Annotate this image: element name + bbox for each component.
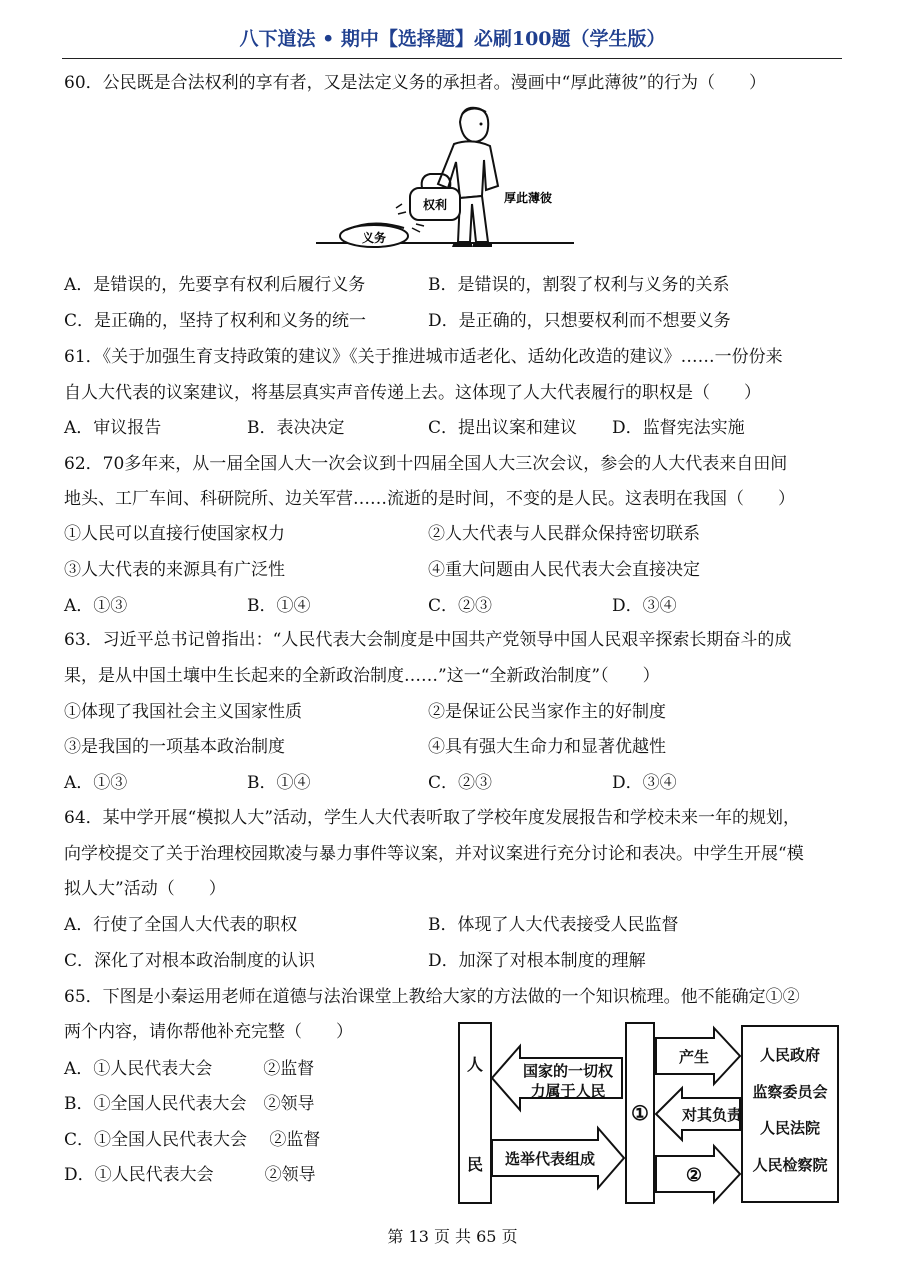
q63-option-a: A．①③: [64, 773, 128, 793]
q64-option-b: B．体现了人大代表接受人民监督: [428, 915, 679, 935]
q63-stem-line2: 果，是从中国土壤中生长起来的全新政治制度……”这一“全新政治制度”（ ）: [64, 666, 660, 686]
q60-option-b: B．是错误的，割裂了权利与义务的关系: [428, 275, 730, 295]
cartoon-caption: 厚此薄彼: [504, 191, 553, 205]
q61-option-a: A．审议报告: [64, 418, 162, 438]
q63-stem-line1: 63．习近平总书记曾指出：“人民代表大会制度是中国共产党领导中国人民艰辛探索长期奋斗的成: [64, 630, 792, 650]
q62-stem-line2: 地头、工厂车间、科研院所、边关军营……流逝的是时间，不变的是人民。这表明在我国（ ）: [64, 489, 795, 509]
q62-option-c: C．②③: [428, 596, 493, 616]
organ-court: 人民法院: [759, 1119, 821, 1137]
q62-statement-3: ③人大代表的来源具有广泛性: [64, 560, 285, 580]
arrow-power-text-1: 国家的一切权: [522, 1062, 614, 1080]
duty-bag-label: 义务: [361, 231, 387, 245]
q64-stem-line3: 拟人大”活动（ ）: [64, 879, 226, 899]
header-divider: [62, 58, 842, 59]
q65-option-c: C．①全国人民代表大会 ②监督: [64, 1130, 321, 1150]
q63-statement-3: ③是我国的一项基本政治制度: [64, 737, 285, 757]
q64-stem-line2: 向学校提交了关于治理校园欺凌与暴力事件等议案，并对议案进行充分讨论和表决。中学生开展“模: [64, 844, 804, 864]
q60-stem: 60．公民既是合法权利的享有者，又是法定义务的承担者。漫画中“厚此薄彼”的行为（ ）: [64, 73, 767, 93]
rights-bag-label: 权利: [422, 198, 448, 212]
q61-stem-line2: 自人大代表的议案建议，将基层真实声音传递上去。这体现了人大代表履行的职权是（ ）: [64, 383, 761, 403]
q63-statement-2: ②是保证公民当家作主的好制度: [428, 702, 666, 722]
q60-cartoon: [312, 100, 612, 260]
page-number-footer: 第 13 页 共 65 页: [387, 1227, 518, 1246]
q65-stem-line1: 65．下图是小秦运用老师在道德与法治课堂上教给大家的方法做的一个知识梳理。他不能确定①②: [64, 987, 800, 1007]
q60-option-d: D．是正确的，只想要权利而不想要义务: [428, 311, 731, 331]
q62-option-b: B．①④: [247, 596, 311, 616]
arrow-responsible-text: 对其负责: [681, 1106, 743, 1124]
q65-stem-line2: 两个内容，请你帮他补充完整（ ）: [64, 1022, 353, 1042]
q64-option-a: A．行使了全国人大代表的职权: [64, 915, 298, 935]
q63-statement-1: ①体现了我国社会主义国家性质: [64, 702, 302, 722]
q61-stem-line1: 61．《关于加强生育支持政策的建议》《关于推进城市适老化、适幼化改造的建议》……一份份来: [64, 347, 783, 367]
organ-supervisory: 监察委员会: [752, 1083, 828, 1101]
q63-option-b: B．①④: [247, 773, 311, 793]
q64-option-c: C．深化了对根本政治制度的认识: [64, 951, 316, 971]
organ-procuratorate: 人民检察院: [752, 1156, 828, 1174]
arrow-power-text-2: 力属于人民: [530, 1082, 606, 1100]
q60-option-a: A．是错误的，先要享有权利后履行义务: [64, 275, 366, 295]
q63-statement-4: ④具有强大生命力和显著优越性: [428, 737, 666, 757]
q65-option-b: B．①全国人民代表大会 ②领导: [64, 1094, 315, 1114]
q61-option-d: D．监督宪法实施: [612, 418, 745, 438]
q62-statement-4: ④重大问题由人民代表大会直接决定: [428, 560, 700, 580]
q61-option-b: B．表决决定: [247, 418, 345, 438]
q60-option-c: C．是正确的，坚持了权利和义务的统一: [64, 311, 367, 331]
q62-statement-1: ①人民可以直接行使国家权力: [64, 524, 285, 544]
organ-government: 人民政府: [759, 1046, 821, 1064]
q61-option-c: C．提出议案和建议: [428, 418, 578, 438]
arrow-elect-text: 选举代表组成: [504, 1150, 596, 1168]
q64-option-d: D．加深了对根本制度的理解: [428, 951, 646, 971]
q63-option-c: C．②③: [428, 773, 493, 793]
arrow-blank-2-text: ②: [685, 1165, 703, 1186]
page-header-title: 八下道法 • 期中【选择题】必刷100题（学生版）: [239, 28, 666, 50]
q62-option-d: D．③④: [612, 596, 677, 616]
arrow-produce-text: 产生: [678, 1048, 710, 1066]
q62-stem-line1: 62．70多年来，从一届全国人大一次会议到十四届全国人大三次会议，参会的人大代表来自田间: [64, 454, 788, 474]
q65-knowledge-diagram: [456, 1020, 842, 1208]
people-char-1: 人: [466, 1055, 484, 1074]
q64-stem-line1: 64．某中学开展“模拟人大”活动，学生人大代表听取了学校年度发展报告和学校未来一年的规划，: [64, 808, 801, 828]
q65-option-a: A．①人民代表大会 ②监督: [64, 1059, 315, 1079]
center-blank-1: ①: [631, 1101, 649, 1125]
q65-option-d: D．①人民代表大会 ②领导: [64, 1165, 316, 1185]
people-char-2: 民: [466, 1155, 484, 1174]
q62-statement-2: ②人大代表与人民群众保持密切联系: [428, 524, 700, 544]
people-box: [459, 1023, 491, 1203]
q63-option-d: D．③④: [612, 773, 677, 793]
q62-option-a: A．①③: [64, 596, 128, 616]
